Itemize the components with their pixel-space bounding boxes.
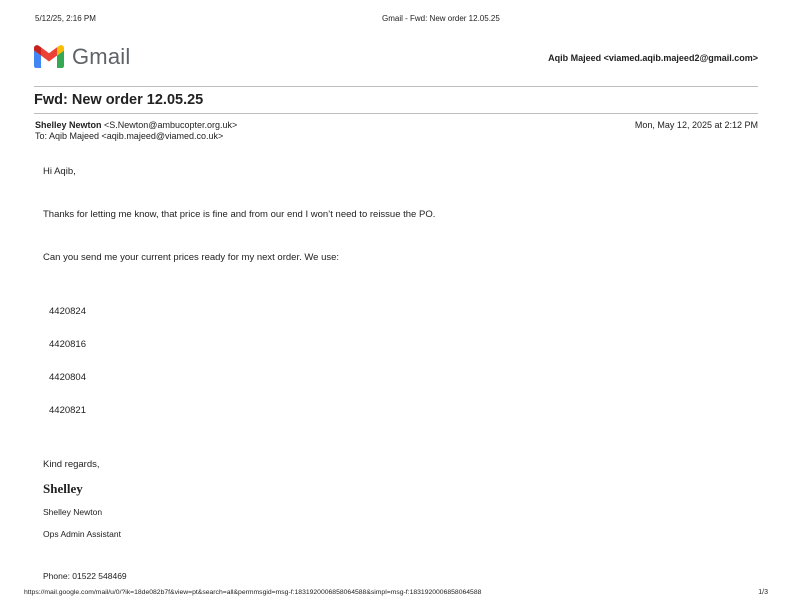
greeting: Hi Aqib, (43, 166, 76, 177)
print-title: Gmail - Fwd: New order 12.05.25 (382, 14, 500, 23)
email-date: Mon, May 12, 2025 at 2:12 PM (634, 120, 758, 130)
signature-role: Ops Admin Assistant (43, 529, 121, 539)
account-identity: Aqib Majeed <viamed.aqib.majeed2@gmail.com> (548, 53, 758, 63)
signature-phone: Phone: 01522 548469 (43, 571, 127, 581)
product-code: 4420821 (49, 405, 86, 416)
signature: Shelley (43, 481, 83, 496)
signature-name: Shelley Newton (43, 507, 103, 517)
closing: Kind regards, (43, 459, 100, 470)
header-divider (34, 86, 758, 87)
product-code: 4420816 (49, 339, 86, 350)
print-datetime: 5/12/25, 2:16 PM (35, 14, 96, 23)
sender-address: <S.Newton@ambucopter.org.uk> (104, 120, 238, 130)
product-code: 4420804 (49, 372, 86, 383)
print-footer-url: https://mail.google.com/mail/u/0/?ik=18de082b7f&view=pt&search=all&permmsgid=msg-f:1831920006858064588&simpl=msg-f:1831920006858064588 (24, 589, 482, 596)
product-code: 4420824 (49, 306, 86, 317)
email-subject: Fwd: New order 12.05.25 (34, 92, 204, 108)
sender-name: Shelley Newton (35, 120, 102, 130)
subject-divider (34, 113, 758, 114)
recipient-line: To: Aqib Majeed <aqib.majeed@viamed.co.uk> (35, 131, 224, 141)
gmail-wordmark: Gmail (72, 44, 131, 69)
print-page-number: 1/3 (758, 589, 768, 596)
body-paragraph-1: Thanks for letting me know, that price is fine and from our end I won’t need to reissue the PO. (43, 209, 436, 220)
gmail-m-logo-icon (34, 45, 64, 68)
sender-line (35, 120, 237, 130)
body-paragraph-2: Can you send me your current prices ready for my next order. We use: (43, 252, 340, 263)
